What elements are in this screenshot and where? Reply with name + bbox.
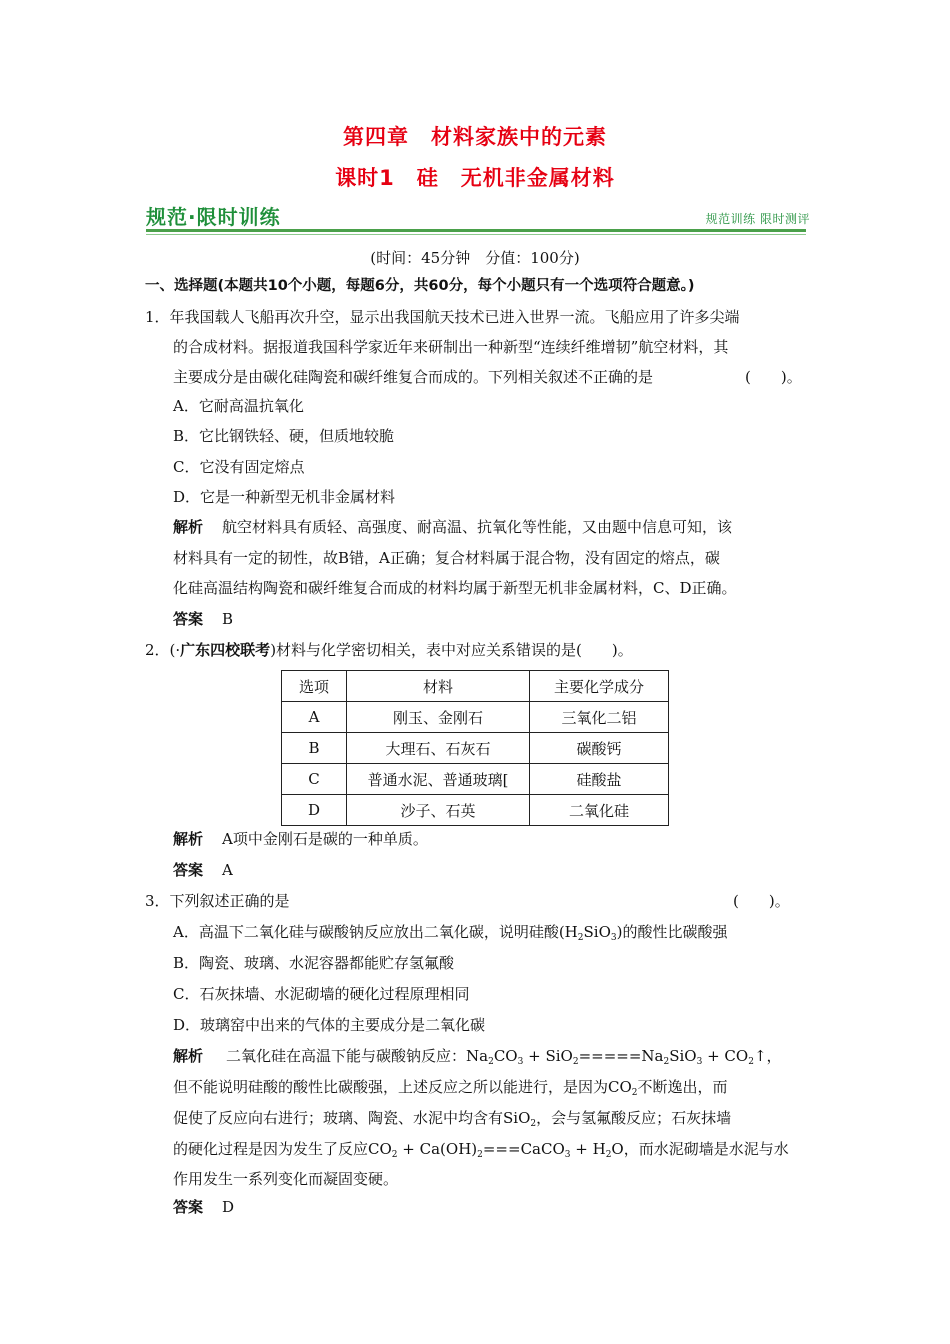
table-cell: A — [282, 702, 347, 733]
q1-answer-paren: ( )。 — [745, 368, 802, 386]
table-cell: C — [282, 764, 347, 795]
section-heading — [145, 276, 694, 296]
q3-analysis-line4: 的硬化过程是因为发生了反应$CO_2$ + $Ca(OH)_2===CaCO_3 + H_2O$，而水泥砌墙是水泥与水 — [173, 1140, 789, 1160]
lesson-title: 课时1 硅 无机非金属材料 — [335, 166, 615, 190]
table-header-cell: 主要化学成分 — [530, 671, 669, 702]
banner-rule — [146, 229, 806, 232]
q3-analysis-line4-post: ，而水泥砌墙是水泥与水 — [623, 1140, 789, 1158]
q2-stem — [145, 640, 633, 660]
q1-stem-line1: 1．年我国载人飞船再次升空，显示出我国航天技术已进入世界一流。飞船应用了许多尖端 — [145, 308, 740, 326]
q2-analysis-label: 解析 — [173, 830, 204, 848]
q2-answer-label: 答案 — [173, 861, 204, 879]
table-cell: 沙子、石英 — [347, 795, 530, 826]
q2-stem-rest: )材料与化学密切相关，表中对应关系错误的是( )。 — [270, 641, 633, 659]
q3-analysis-line3-post: ，会与氢氟酸反应；石灰抹墙 — [536, 1109, 732, 1127]
q1-stem-line2: 的合成材料。据报道我国科学家近年来研制出一种新型“连续纤维增韧”航空材料，其 — [173, 338, 729, 356]
q3-option-b: B．陶瓷、玻璃、水泥容器都能贮存氢氟酸 — [173, 954, 455, 972]
banner-rule-thin — [146, 234, 806, 235]
q1-answer-label: 答案 — [173, 610, 204, 628]
table-cell: 碳酸钙 — [530, 733, 669, 764]
banner-title: 规范·限时训练 — [146, 205, 281, 229]
q3-answer-label: 答案 — [173, 1198, 204, 1216]
q1-option-d: D．它是一种新型无机非金属材料 — [173, 488, 396, 506]
table-cell: 大理石、石灰石 — [347, 733, 530, 764]
table-header-cell: 选项 — [282, 671, 347, 702]
section-heading-text: 一、选择题(本题共10个小题，每题6分，共60分，每个小题只有一个选项符合题意。) — [145, 278, 695, 294]
table-cell: D — [282, 795, 347, 826]
q3-option-d: D．玻璃窑中出来的气体的主要成分是二氧化碳 — [173, 1016, 486, 1034]
table-cell: 二氧化硅 — [530, 795, 669, 826]
q1-option-b: B．它比钢铁轻、硬，但质地较脆 — [173, 427, 395, 445]
q3-option-c: C．石灰抹墙、水泥砌墙的硬化过程原理相同 — [173, 985, 470, 1003]
q1-analysis-line1: 航空材料具有质轻、高强度、耐高温、抗氧化等性能，又由题中信息可知，该 — [222, 518, 733, 536]
q3-option-a-text-1: A．高温下二氧化硅与碳酸钠反应放出二氧化碳，说明硅酸(H — [173, 923, 578, 941]
q3-analysis-label: 解析 — [173, 1047, 204, 1065]
q3-analysis-line3: 促使了反应向右进行；玻璃、陶瓷、水泥中均含有SiO$_2$，会与氢氟酸反应；石灰抹墙 — [173, 1109, 732, 1129]
table-cell: 刚玉、金刚石 — [347, 702, 530, 733]
table-cell: 三氧化二铝 — [530, 702, 669, 733]
q3-analysis-line1: 二氧化硅在高温下能与碳酸钠反应：$Na_2CO_3 + SiO_2=====Na_2SiO_3$ + $CO_2↑$， — [226, 1047, 782, 1067]
q3-analysis-line2: 但不能说明硅酸的酸性比碳酸强，上述反应之所以能进行，是因为$CO_2$不断逸出，而 — [173, 1078, 728, 1098]
q3-analysis-line4-pre: 的硬化过程是因为发生了反应CO — [173, 1140, 392, 1158]
q3-stem: 3．下列叙述正确的是 — [145, 892, 290, 910]
q2-answer: A — [222, 861, 233, 879]
q3-option-a-text-2: SiO — [583, 923, 611, 941]
table-cell: 普通水泥、普通玻璃[ — [347, 764, 530, 795]
q1-option-a: A．它耐高温抗氧化 — [173, 397, 304, 415]
q2-source: 广东四校联考 — [180, 641, 271, 659]
table-row — [282, 795, 669, 826]
q1-analysis-line3: 化硅高温结构陶瓷和碳纤维复合而成的材料均属于新型无机非金属材料，C、D正确。 — [173, 579, 737, 597]
q1-analysis-line2: 材料具有一定的韧性，故B错，A正确；复合材料属于混合物，没有固定的熔点，碳 — [173, 549, 720, 567]
chapter-title: 第四章 材料家族中的元素 — [343, 125, 607, 149]
q2-analysis: A项中金刚石是碳的一种单质。 — [222, 830, 428, 848]
q2-stem-prefix: 2．(· — [145, 641, 181, 659]
q1-answer: B — [222, 610, 234, 628]
table-row — [282, 764, 669, 795]
q1-analysis-label: 解析 — [173, 518, 204, 536]
table-row — [282, 702, 669, 733]
q3-analysis-line2-pre: 但不能说明硅酸的酸性比碳酸强，上述反应之所以能进行，是因为CO — [173, 1078, 632, 1096]
banner-subtitle: 规范训练 限时测评 — [705, 212, 810, 226]
table-header-row — [282, 671, 669, 702]
table-cell: 硅酸盐 — [530, 764, 669, 795]
q2-table — [281, 670, 669, 826]
q3-option-a: A．高温下二氧化硅与碳酸钠反应放出二氧化碳，说明硅酸$(H_2SiO_3)$的酸性比碳酸强 — [173, 923, 728, 943]
table-cell: B — [282, 733, 347, 764]
time-info: (时间：45分钟 分值：100分) — [370, 249, 580, 267]
q1-stem-line3: 主要成分是由碳化硅陶瓷和碳纤维复合而成的。下列相关叙述不正确的是 — [173, 368, 654, 386]
q3-option-a-text-3: )的酸性比碳酸强 — [616, 923, 728, 941]
q3-analysis-line1-text: 二氧化硅在高温下能与碳酸钠反应： — [226, 1047, 467, 1065]
q3-answer-paren: ( )。 — [733, 892, 790, 910]
q3-answer: D — [222, 1198, 235, 1216]
q3-analysis-line2-post: 不断逸出，而 — [637, 1078, 728, 1096]
table-row — [282, 733, 669, 764]
q1-option-c: C．它没有固定熔点 — [173, 458, 305, 476]
table-header-cell: 材料 — [347, 671, 530, 702]
q3-analysis-line3-pre: 促使了反应向右进行；玻璃、陶瓷、水泥中均含有SiO — [173, 1109, 531, 1127]
q3-analysis-line5: 作用发生一系列变化而凝固变硬。 — [173, 1170, 399, 1188]
